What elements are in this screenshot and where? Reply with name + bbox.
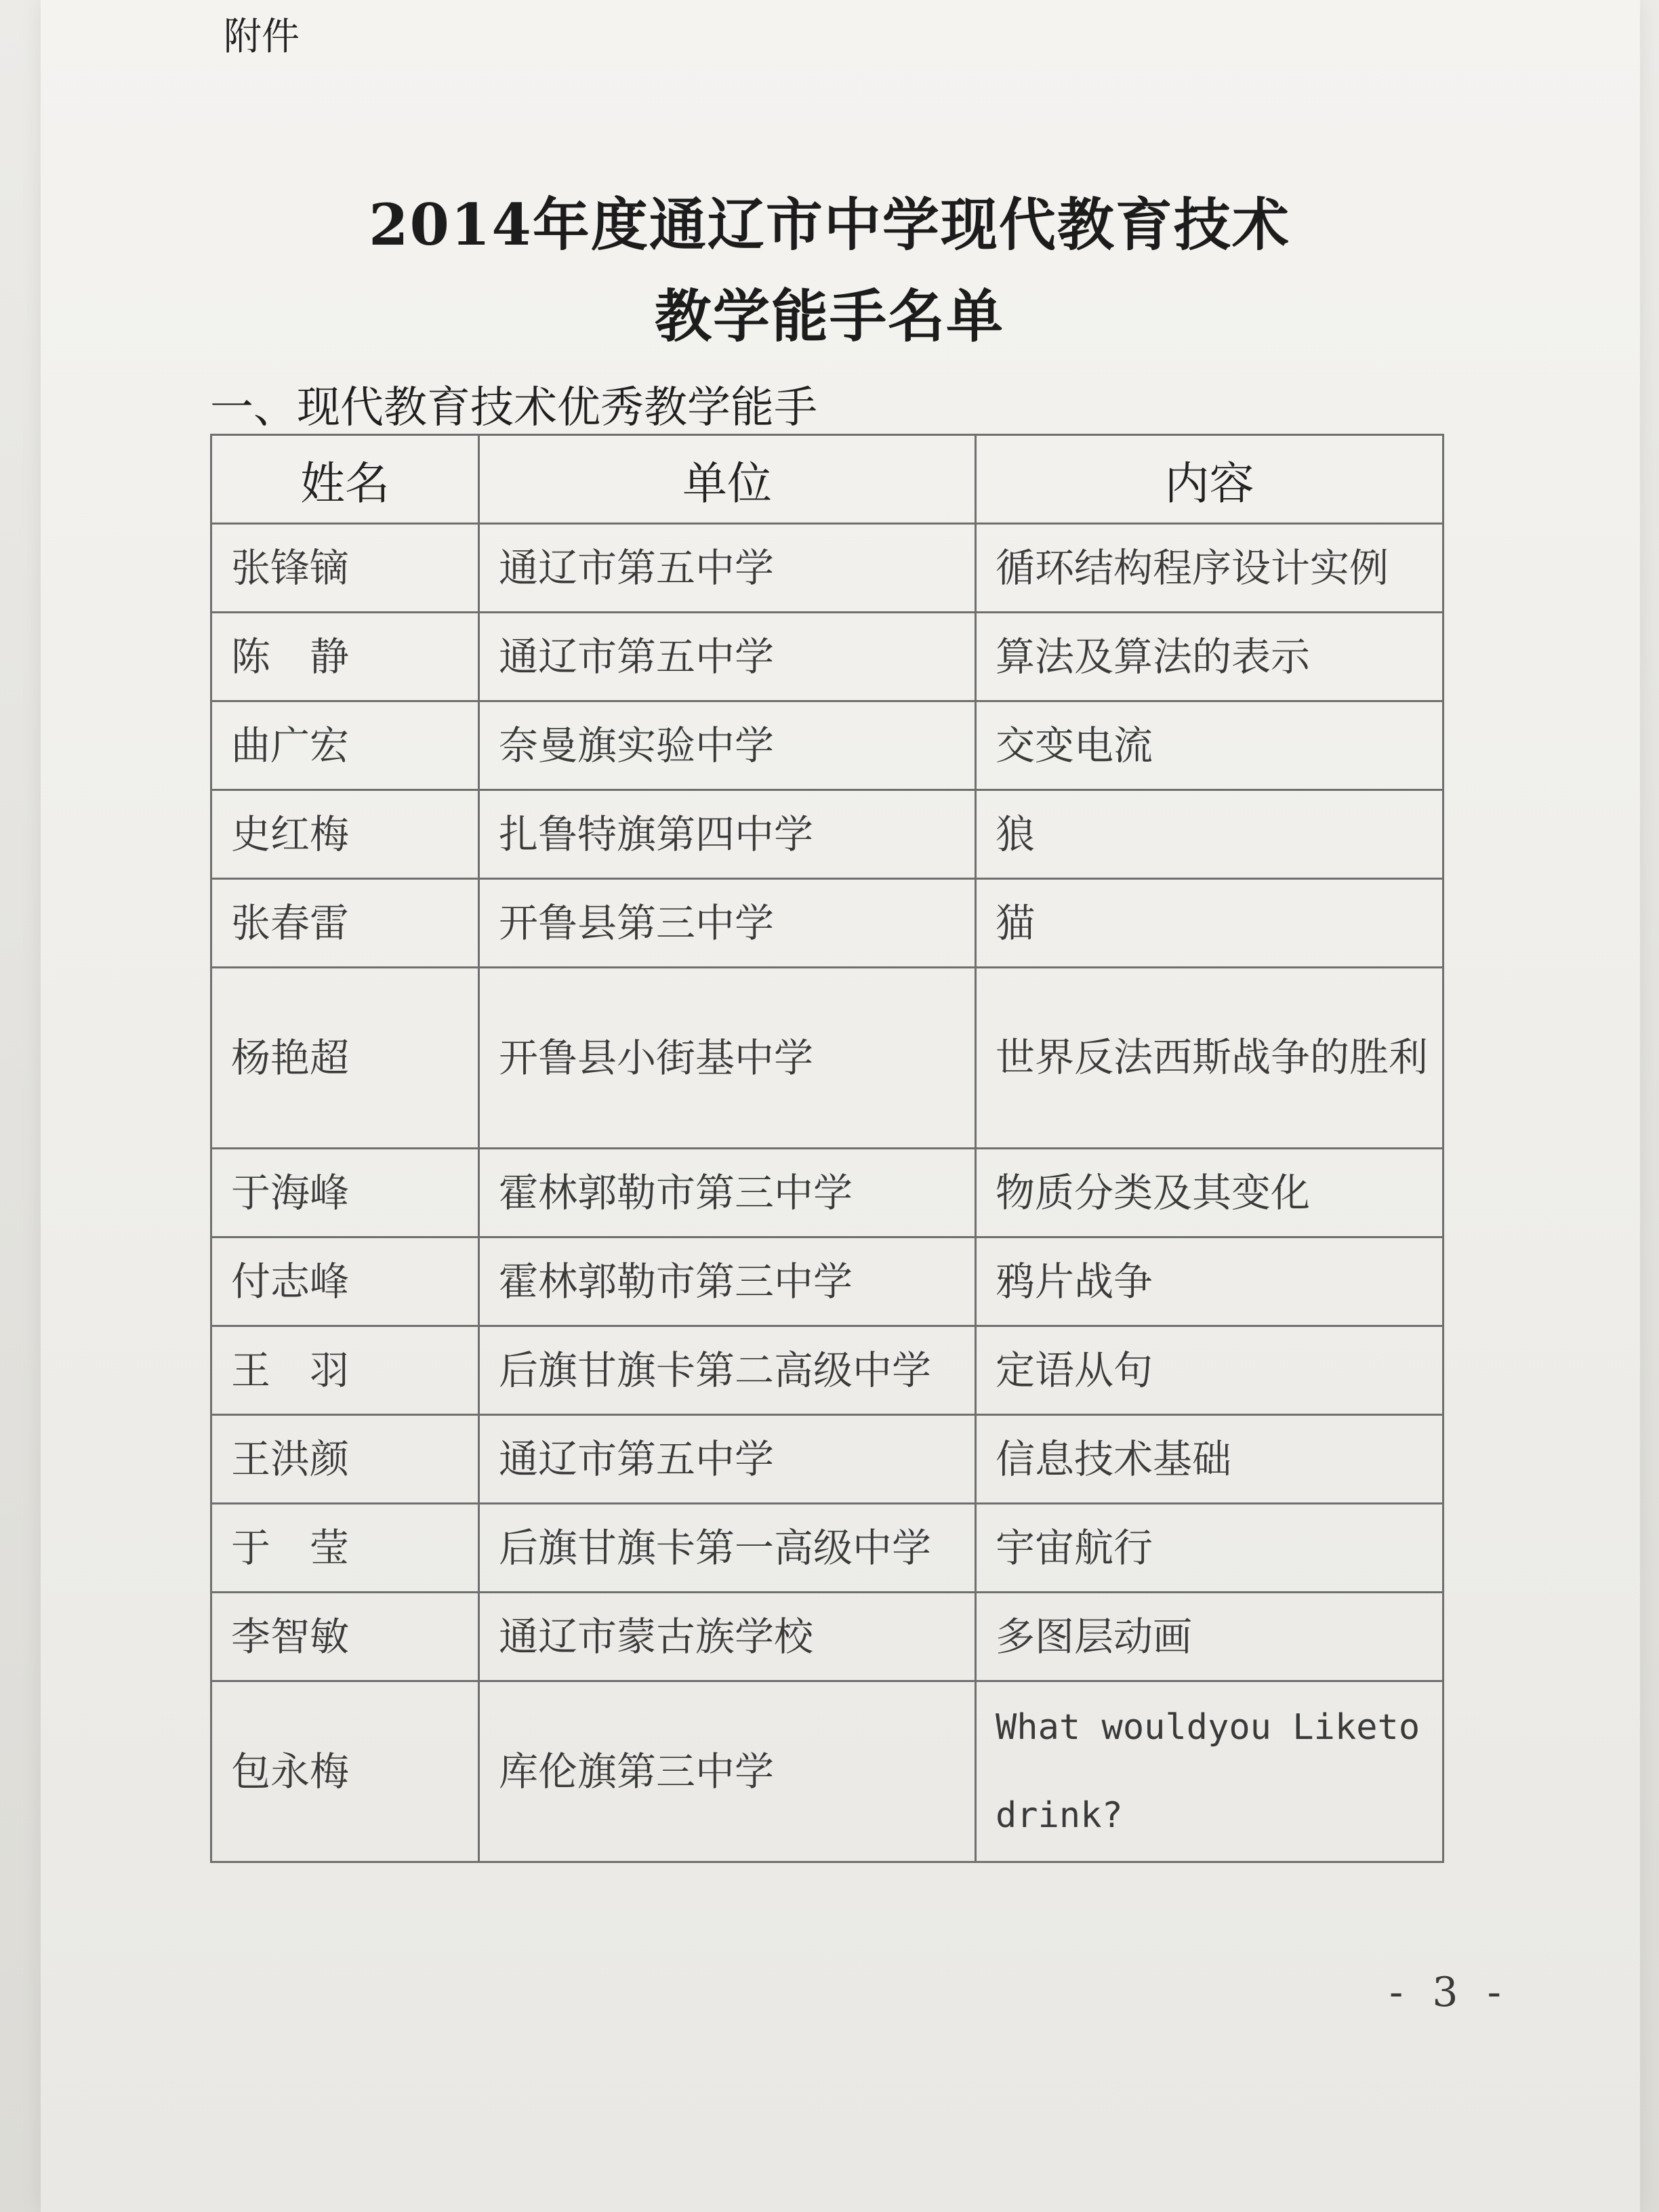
cell-name: 张锋镝 xyxy=(211,524,479,613)
cell-content: What wouldyou Liketo drink? xyxy=(976,1681,1443,1862)
cell-unit: 霍林郭勒市第三中学 xyxy=(479,1237,976,1326)
cell-content: 算法及算法的表示 xyxy=(976,613,1443,701)
cell-unit: 通辽市蒙古族学校 xyxy=(479,1593,976,1681)
cell-unit: 扎鲁特旗第四中学 xyxy=(479,790,976,879)
cell-name: 李智敏 xyxy=(211,1593,479,1681)
cell-unit: 通辽市第五中学 xyxy=(479,613,976,701)
cell-unit: 通辽市第五中学 xyxy=(479,524,976,613)
table-row xyxy=(211,1593,1443,1681)
cell-unit: 后旗甘旗卡第二高级中学 xyxy=(479,1326,976,1415)
table-row xyxy=(211,968,1443,1149)
table-row xyxy=(211,1326,1443,1415)
document-title-line-2: 教学能手名单 xyxy=(654,283,1004,350)
table-row xyxy=(211,1681,1443,1862)
table-row xyxy=(211,790,1443,879)
cell-name: 包永梅 xyxy=(211,1681,479,1862)
cell-name: 陈 静 xyxy=(211,613,479,701)
cell-name: 于 莹 xyxy=(211,1504,479,1593)
cell-name: 王洪颜 xyxy=(211,1415,479,1504)
cell-content: 定语从句 xyxy=(976,1326,1443,1415)
cell-unit: 后旗甘旗卡第一高级中学 xyxy=(479,1504,976,1593)
cell-unit: 开鲁县第三中学 xyxy=(479,879,976,968)
header-name: 姓名 xyxy=(211,435,479,524)
cell-name: 张春雷 xyxy=(211,879,479,968)
cell-unit: 通辽市第五中学 xyxy=(479,1415,976,1504)
table-row xyxy=(211,613,1443,701)
cell-name: 王 羽 xyxy=(211,1326,479,1415)
cell-content: 猫 xyxy=(976,879,1443,968)
page-number: - 3 - xyxy=(1389,1969,1509,2016)
cell-content: 狼 xyxy=(976,790,1443,879)
header-content: 内容 xyxy=(976,435,1443,524)
header-unit: 单位 xyxy=(479,435,976,524)
table-header-row xyxy=(211,435,1443,524)
cell-content: 物质分类及其变化 xyxy=(976,1149,1443,1237)
table-row xyxy=(211,1237,1443,1326)
table-row xyxy=(211,1415,1443,1504)
section-heading: 一、现代教育技术优秀教学能手 xyxy=(210,383,817,433)
cell-name: 曲广宏 xyxy=(211,701,479,790)
cell-content: 鸦片战争 xyxy=(976,1237,1443,1326)
cell-name: 杨艳超 xyxy=(211,968,479,1149)
cell-content: 信息技术基础 xyxy=(976,1415,1443,1504)
cell-content: 世界反法西斯战争的胜利 xyxy=(976,968,1443,1149)
table-row xyxy=(211,1504,1443,1593)
cell-content: 多图层动画 xyxy=(976,1593,1443,1681)
table-row xyxy=(211,524,1443,613)
cell-unit: 开鲁县小街基中学 xyxy=(479,968,976,1149)
cell-name: 付志峰 xyxy=(211,1237,479,1326)
attachment-label: 附件 xyxy=(224,15,300,59)
table-row xyxy=(211,879,1443,968)
table-row xyxy=(211,1149,1443,1237)
cell-unit: 库伦旗第三中学 xyxy=(479,1681,976,1862)
cell-content: 交变电流 xyxy=(976,701,1443,790)
cell-content: 宇宙航行 xyxy=(976,1504,1443,1593)
cell-content: 循环结构程序设计实例 xyxy=(976,524,1443,613)
document-title-line-1: 2014年度通辽市中学现代教育技术 xyxy=(369,191,1290,258)
teacher-roster-table xyxy=(210,434,1444,1863)
cell-name: 于海峰 xyxy=(211,1149,479,1237)
cell-unit: 奈曼旗实验中学 xyxy=(479,701,976,790)
cell-name: 史红梅 xyxy=(211,790,479,879)
table-row xyxy=(211,701,1443,790)
cell-unit: 霍林郭勒市第三中学 xyxy=(479,1149,976,1237)
